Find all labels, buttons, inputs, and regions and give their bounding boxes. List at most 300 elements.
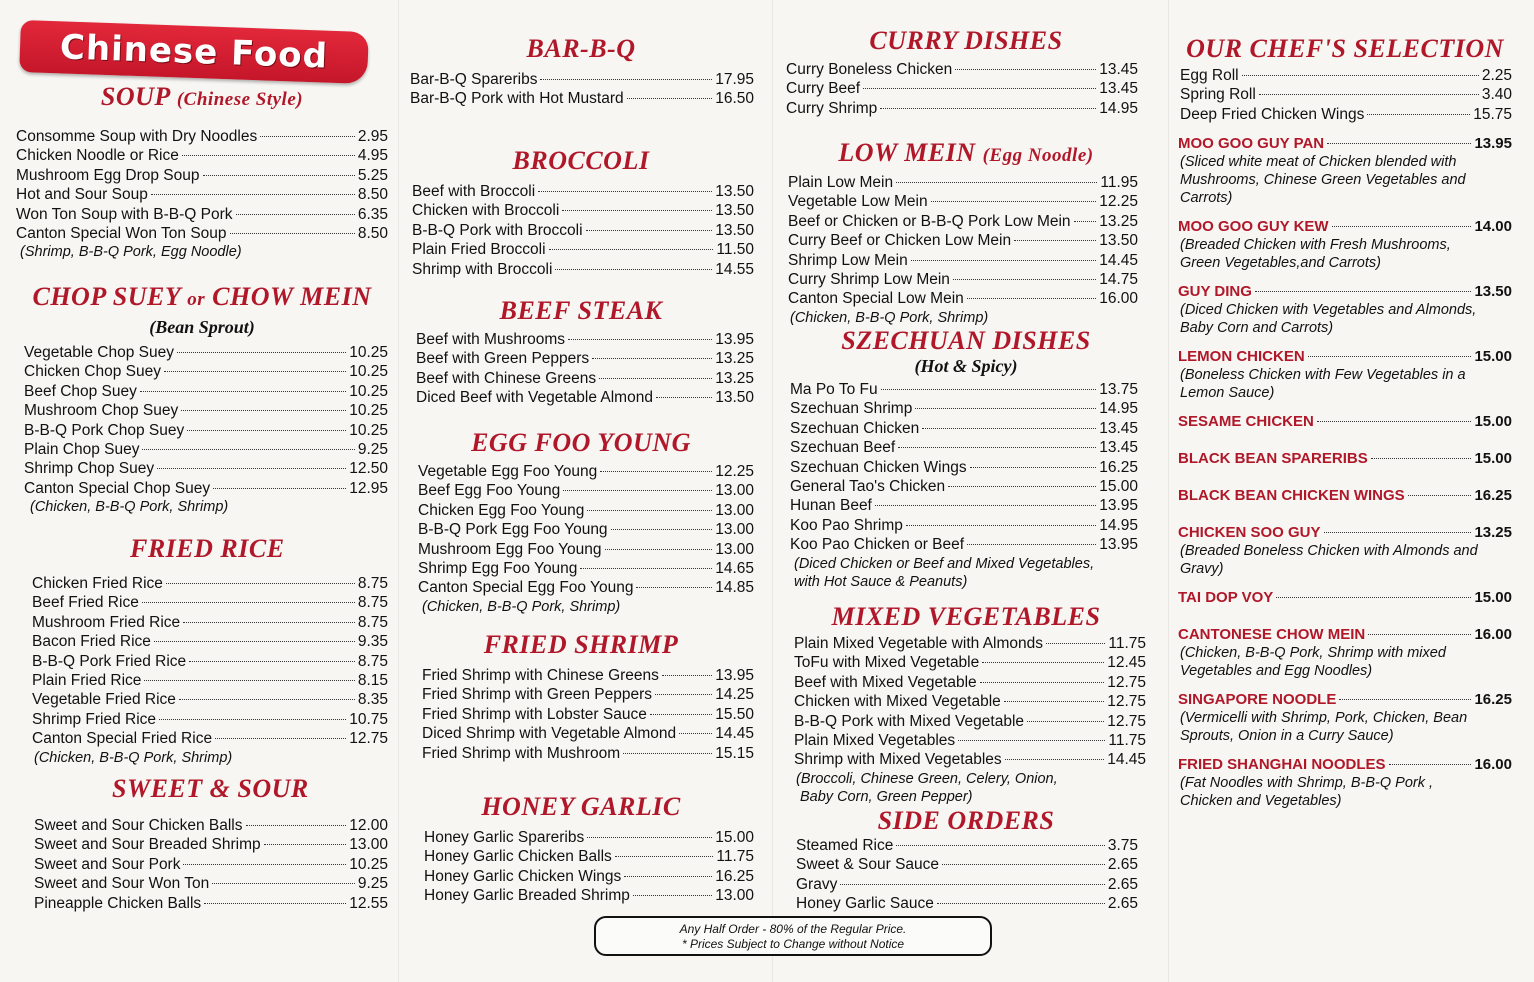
dot-leader [906, 525, 1096, 526]
item-price: 2.65 [1107, 895, 1138, 913]
special-name: TAI DOP VOY [1178, 589, 1274, 607]
item-price: 8.50 [357, 225, 388, 243]
dot-leader [1259, 94, 1479, 95]
item-price: 13.50 [715, 202, 754, 220]
section-note: Baby Corn, Green Pepper) [800, 788, 973, 805]
section-szechuan [786, 326, 1146, 591]
menu-item [416, 330, 754, 349]
item-price: 13.95 [715, 667, 754, 684]
item-price: 8.15 [357, 672, 388, 690]
menu-item [790, 496, 1138, 515]
section-title: EGG FOO YOUNG [471, 428, 691, 457]
item-list [16, 574, 388, 749]
item-name: Beef with Green Peppers [416, 350, 590, 368]
item-name: B-B-Q Pork Egg Foo Young [418, 521, 608, 539]
menu-item [786, 79, 1138, 98]
menu-item [794, 731, 1146, 750]
brand-title: Chinese Food [59, 27, 329, 77]
dot-leader [911, 260, 1096, 261]
menu-item [794, 634, 1146, 653]
special-price: 13.25 [1474, 524, 1512, 542]
section-title: CURRY DISHES [869, 26, 1063, 55]
dot-leader [189, 661, 355, 662]
special-price: 13.95 [1474, 135, 1512, 153]
item-name: Sweet and Sour Pork [34, 855, 181, 873]
dot-leader [1368, 634, 1471, 635]
item-name: Chicken with Broccoli [412, 202, 560, 220]
menu-item [416, 388, 754, 407]
item-name: Beef with Mixed Vegetable [794, 673, 977, 691]
section-title: OUR CHEF'S SELECTION [1186, 34, 1504, 63]
chef-special-row [1178, 347, 1512, 366]
special-name: SESAME CHICKEN [1178, 413, 1314, 431]
menu-item [424, 867, 754, 886]
item-price: 14.75 [1099, 271, 1138, 289]
dot-leader [179, 699, 355, 700]
item-name: Chicken Egg Foo Young [418, 501, 585, 519]
item-name: Curry Shrimp Low Mein [788, 271, 950, 289]
item-price: 13.00 [715, 540, 754, 558]
item-price: 13.00 [715, 482, 754, 500]
item-name: Chicken with Mixed Vegetable [794, 693, 1001, 711]
item-name: Bacon Fried Rice [32, 633, 151, 651]
chef-special [1178, 449, 1512, 468]
item-list [408, 666, 754, 763]
dot-leader [264, 844, 347, 845]
menu-item [790, 516, 1138, 535]
item-name: B-B-Q Pork Fried Rice [32, 652, 187, 670]
menu-item [422, 666, 754, 685]
item-name: Shrimp Fried Rice [32, 710, 157, 728]
item-name: Honey Garlic Spareribs [424, 829, 585, 846]
menu-item [418, 578, 754, 597]
item-price: 16.25 [1099, 458, 1138, 476]
item-price: 2.65 [1107, 856, 1138, 874]
menu-item [788, 212, 1138, 231]
dot-leader [1014, 240, 1096, 241]
chef-special [1178, 282, 1512, 337]
item-price: 13.00 [715, 521, 754, 539]
menu-item [796, 894, 1138, 913]
item-price: 14.25 [715, 686, 754, 704]
item-list [408, 182, 754, 279]
menu-item [790, 380, 1138, 399]
menu-item [794, 750, 1146, 769]
item-price: 3.75 [1107, 837, 1138, 854]
item-name: Szechuan Chicken Wings [790, 458, 967, 476]
item-price: 15.00 [715, 829, 754, 846]
menu-item [790, 535, 1138, 554]
menu-item [422, 685, 754, 704]
menu-item [422, 724, 754, 743]
item-list [786, 836, 1146, 914]
chef-special-row [1178, 625, 1512, 644]
menu-item [412, 240, 754, 259]
menu-item [34, 816, 388, 835]
dot-leader [183, 622, 355, 623]
special-description: Chicken and Vegetables) [1180, 793, 1342, 810]
dot-leader [1027, 721, 1104, 722]
item-price: 12.75 [1107, 693, 1146, 711]
dot-leader [970, 467, 1097, 468]
menu-item [790, 438, 1138, 457]
item-name: Curry Shrimp [786, 99, 878, 117]
special-name: BLACK BEAN SPARERIBS [1178, 450, 1368, 468]
menu-item [24, 440, 388, 459]
fold-line [1168, 0, 1169, 982]
item-name: B-B-Q Pork with Mixed Vegetable [794, 712, 1025, 730]
dot-leader [633, 895, 712, 896]
item-price: 13.25 [715, 350, 754, 368]
menu-item [32, 729, 388, 748]
menu-item [422, 744, 754, 763]
item-name: Diced Shrimp with Vegetable Almond [422, 725, 677, 743]
special-price: 15.00 [1474, 413, 1512, 431]
section-subtitle: (Bean Sprout) [149, 317, 255, 337]
menu-item [34, 835, 388, 854]
special-description: (Breaded Chicken with Fresh Mushrooms, [1180, 237, 1451, 254]
item-name: Honey Garlic Chicken Balls [424, 848, 612, 866]
item-price: 11.75 [1108, 732, 1146, 750]
item-price: 10.25 [349, 855, 388, 873]
menu-item [32, 710, 388, 729]
section-low-mein [786, 138, 1146, 327]
dot-leader [144, 680, 354, 681]
item-name: Diced Beef with Vegetable Almond [416, 389, 653, 407]
item-name: Hunan Beef [790, 497, 872, 515]
dot-leader [1339, 699, 1471, 700]
dot-leader [568, 339, 712, 340]
chef-special-row [1178, 690, 1512, 709]
section-chef-selection [1178, 34, 1512, 820]
chef-special [1178, 690, 1512, 745]
menu-item [422, 705, 754, 724]
menu-item [412, 182, 754, 201]
item-list [16, 343, 388, 498]
dot-leader [540, 79, 712, 80]
special-name: BLACK BEAN CHICKEN WINGS [1178, 487, 1405, 505]
menu-item [418, 501, 754, 520]
item-name: Curry Beef [786, 80, 861, 98]
section-honey-garlic [408, 792, 754, 906]
dot-leader [538, 191, 712, 192]
section-fried-shrimp [408, 630, 754, 763]
dot-leader [183, 864, 346, 865]
item-name: B-B-Q Pork Chop Suey [24, 421, 185, 439]
item-name: ToFu with Mixed Vegetable [794, 654, 980, 672]
item-price: 6.35 [357, 205, 388, 223]
item-price: 13.95 [1099, 536, 1138, 554]
menu-item [32, 671, 388, 690]
menu-item [788, 173, 1138, 192]
section-title: SIDE ORDERS [877, 806, 1055, 835]
item-price: 13.50 [715, 183, 754, 200]
item-list [786, 380, 1146, 555]
item-name: Honey Garlic Breaded Shrimp [424, 887, 630, 905]
chef-special-row [1178, 486, 1512, 505]
item-name: Fried Shrimp with Mushroom [422, 744, 621, 762]
special-name: GUY DING [1178, 283, 1252, 301]
item-name: Fried Shrimp with Green Peppers [422, 686, 653, 704]
item-price: 9.35 [357, 633, 388, 651]
menu-item [418, 481, 754, 500]
menu-item [790, 458, 1138, 477]
item-name: Fried Shrimp with Chinese Greens [422, 667, 659, 684]
menu-item [418, 462, 754, 481]
menu-item [24, 479, 388, 498]
menu-item [416, 369, 754, 388]
item-name: Beef with Broccoli [412, 183, 536, 200]
section-title: HONEY GARLIC [481, 792, 681, 821]
item-price: 9.25 [357, 875, 388, 893]
item-name: Canton Special Low Mein [788, 290, 964, 308]
item-price: 14.85 [715, 579, 754, 597]
menu-item [16, 146, 388, 165]
item-price: 10.75 [349, 710, 388, 728]
special-price: 13.50 [1474, 283, 1512, 301]
item-name: Honey Garlic Sauce [796, 895, 934, 913]
item-price: 15.75 [1473, 105, 1512, 123]
section-title: BROCCOLI [512, 146, 650, 175]
item-name: Plain Chop Suey [24, 441, 140, 459]
item-name: Szechuan Shrimp [790, 400, 913, 418]
dot-leader [563, 490, 712, 491]
item-name: Bar-B-Q Pork with Hot Mustard [410, 90, 624, 108]
item-price: 12.75 [349, 730, 388, 748]
menu-item [788, 231, 1138, 250]
item-price: 8.75 [357, 575, 388, 592]
dot-leader [1367, 114, 1470, 115]
menu-item [786, 99, 1138, 118]
menu-item [796, 836, 1138, 855]
dot-leader [164, 371, 346, 372]
section-title: SOUP (Chinese Style) [100, 82, 304, 111]
item-price: 17.95 [715, 71, 754, 88]
section-sweet-sour [16, 774, 388, 913]
dot-leader [260, 136, 355, 137]
dot-leader [875, 505, 1096, 506]
menu-item [794, 712, 1146, 731]
dot-leader [600, 471, 712, 472]
notice-line: Any Half Order - 80% of the Regular Price. [679, 922, 907, 936]
item-name: Sweet & Sour Sauce [796, 856, 940, 874]
item-name: Chicken Noodle or Rice [16, 147, 179, 165]
dot-leader [204, 903, 346, 904]
dot-leader [1324, 532, 1472, 533]
dot-leader [623, 753, 712, 754]
menu-item [418, 540, 754, 559]
special-name: LEMON CHICKEN [1178, 348, 1305, 366]
item-name: Bar-B-Q Spareribs [410, 71, 538, 88]
menu-item [32, 652, 388, 671]
dot-leader [215, 738, 346, 739]
menu-item [794, 653, 1146, 672]
dot-leader [942, 864, 1105, 865]
section-mixed-vegetables [786, 602, 1146, 806]
chef-special [1178, 523, 1512, 578]
item-price: 3.40 [1481, 86, 1512, 104]
dot-leader [840, 884, 1104, 885]
section-note: (Shrimp, B-B-Q Pork, Egg Noodle) [20, 244, 242, 261]
menu-item [788, 192, 1138, 211]
dot-leader [212, 883, 355, 884]
item-price: 2.65 [1107, 875, 1138, 893]
item-name: Vegetable Chop Suey [24, 344, 174, 361]
item-price: 8.75 [357, 594, 388, 612]
item-list [786, 173, 1146, 309]
menu-item [412, 221, 754, 240]
brand-banner [19, 20, 369, 84]
dot-leader [896, 845, 1104, 846]
menu-item [796, 855, 1138, 874]
menu-item [24, 459, 388, 478]
item-price: 16.00 [1099, 290, 1138, 308]
menu-item [16, 205, 388, 224]
item-name: Beef with Chinese Greens [416, 369, 597, 387]
item-name: Consomme Soup with Dry Noodles [16, 128, 258, 145]
item-name: Mushroom Egg Drop Soup [16, 166, 200, 184]
special-name: MOO GOO GUY KEW [1178, 218, 1329, 236]
menu-item [24, 382, 388, 401]
section-broccoli [408, 146, 754, 279]
special-description: (Breaded Boneless Chicken with Almonds and [1180, 543, 1478, 560]
item-name: Won Ton Soup with B-B-Q Pork [16, 205, 233, 223]
item-name: Pineapple Chicken Balls [34, 894, 202, 912]
menu-item [34, 894, 388, 913]
menu-item [416, 349, 754, 368]
dot-leader [605, 549, 713, 550]
special-price: 14.00 [1474, 218, 1512, 236]
item-name: Chicken Fried Rice [32, 575, 163, 592]
item-name: Chicken Chop Suey [24, 363, 161, 381]
section-note: (Chicken, B-B-Q Pork, Shrimp) [30, 499, 229, 516]
menu-item [410, 70, 754, 89]
dot-leader [142, 449, 354, 450]
item-price: 8.75 [357, 613, 388, 631]
item-price: 12.45 [1107, 654, 1146, 672]
item-list [408, 462, 754, 598]
menu-item [24, 362, 388, 381]
section-title: FRIED RICE [130, 534, 285, 563]
menu-item [790, 477, 1138, 496]
menu-item [786, 60, 1138, 79]
item-price: 14.95 [1099, 400, 1138, 418]
item-price: 4.95 [357, 147, 388, 165]
item-name: Szechuan Beef [790, 439, 896, 457]
chef-special [1178, 625, 1512, 680]
item-name: Spring Roll [1180, 86, 1256, 104]
item-price: 12.75 [1107, 712, 1146, 730]
dot-leader [615, 856, 714, 857]
item-name: Mushroom Egg Foo Young [418, 540, 602, 558]
item-price: 10.25 [349, 421, 388, 439]
dot-leader [592, 358, 712, 359]
section-egg-foo-young [408, 428, 754, 616]
item-name: Shrimp Low Mein [788, 251, 908, 269]
special-name: FRIED SHANGHAI NOODLES [1178, 756, 1386, 774]
item-price: 14.95 [1099, 516, 1138, 534]
item-name: Plain Mixed Vegetable with Almonds [794, 635, 1044, 652]
dot-leader [159, 719, 346, 720]
item-price: 12.25 [715, 463, 754, 480]
item-price: 2.95 [357, 128, 388, 145]
dot-leader [1408, 495, 1472, 496]
dot-leader [1332, 226, 1472, 227]
section-title: CHOP SUEY or CHOW MEIN [32, 282, 372, 311]
dot-leader [1327, 143, 1471, 144]
menu-item [424, 886, 754, 905]
menu-item [34, 855, 388, 874]
dot-leader [937, 903, 1105, 904]
section-subtitle: (Hot & Spicy) [914, 356, 1018, 376]
item-price: 14.95 [1099, 99, 1138, 117]
item-name: Canton Special Fried Rice [32, 730, 213, 748]
section-title: SWEET & SOUR [112, 774, 309, 803]
special-price: 16.25 [1474, 487, 1512, 505]
item-price: 13.25 [1099, 212, 1138, 230]
item-name: Koo Pao Chicken or Beef [790, 536, 965, 554]
item-price: 13.45 [1099, 439, 1138, 457]
dot-leader [586, 230, 713, 231]
special-description: (Fat Noodles with Shrimp, B-B-Q Pork , [1180, 775, 1434, 792]
dot-leader [1005, 759, 1105, 760]
section-note: (Chicken, B-B-Q Pork, Shrimp) [34, 749, 233, 766]
dot-leader [611, 529, 713, 530]
menu-item [412, 260, 754, 279]
chef-special-row [1178, 134, 1512, 153]
special-price: 16.25 [1474, 691, 1512, 709]
section-title: LOW MEIN (Egg Noodle) [838, 138, 1094, 167]
dot-leader [1389, 764, 1472, 765]
fold-line [398, 0, 399, 982]
dot-leader [580, 568, 712, 569]
item-price: 13.45 [1099, 419, 1138, 437]
chef-special [1178, 755, 1512, 810]
item-price: 12.25 [1099, 193, 1138, 211]
item-price: 14.55 [715, 260, 754, 278]
item-list [408, 70, 754, 109]
item-name: Canton Special Egg Foo Young [418, 579, 634, 597]
dot-leader [599, 378, 712, 379]
special-description: Gravy) [1180, 561, 1224, 578]
menu-item [788, 251, 1138, 270]
dot-leader [662, 675, 712, 676]
special-description: (Sliced white meat of Chicken blended with [1180, 154, 1457, 171]
special-name: CHICKEN SOO GUY [1178, 524, 1321, 542]
dot-leader [896, 182, 1097, 183]
item-price: 12.00 [349, 817, 388, 834]
special-price: 15.00 [1474, 348, 1512, 366]
chef-special-row [1178, 755, 1512, 774]
item-name: Plain Mixed Vegetables [794, 732, 956, 750]
dot-leader [1046, 643, 1105, 644]
dot-leader [967, 298, 1096, 299]
item-name: Beef with Mushrooms [416, 331, 566, 348]
item-name: Sweet and Sour Won Ton [34, 875, 210, 893]
chef-specials-list [1178, 134, 1512, 810]
dot-leader [982, 662, 1104, 663]
item-name: Beef or Chicken or B-B-Q Pork Low Mein [788, 212, 1071, 230]
dot-leader [1371, 458, 1472, 459]
special-description: Lemon Sauce) [1180, 385, 1275, 402]
menu-item [32, 690, 388, 709]
item-price: 14.45 [715, 725, 754, 743]
item-price: 13.45 [1099, 80, 1138, 98]
menu-item [32, 574, 388, 593]
item-price: 15.50 [715, 705, 754, 723]
item-price: 13.50 [715, 389, 754, 407]
dot-leader [967, 544, 1096, 545]
